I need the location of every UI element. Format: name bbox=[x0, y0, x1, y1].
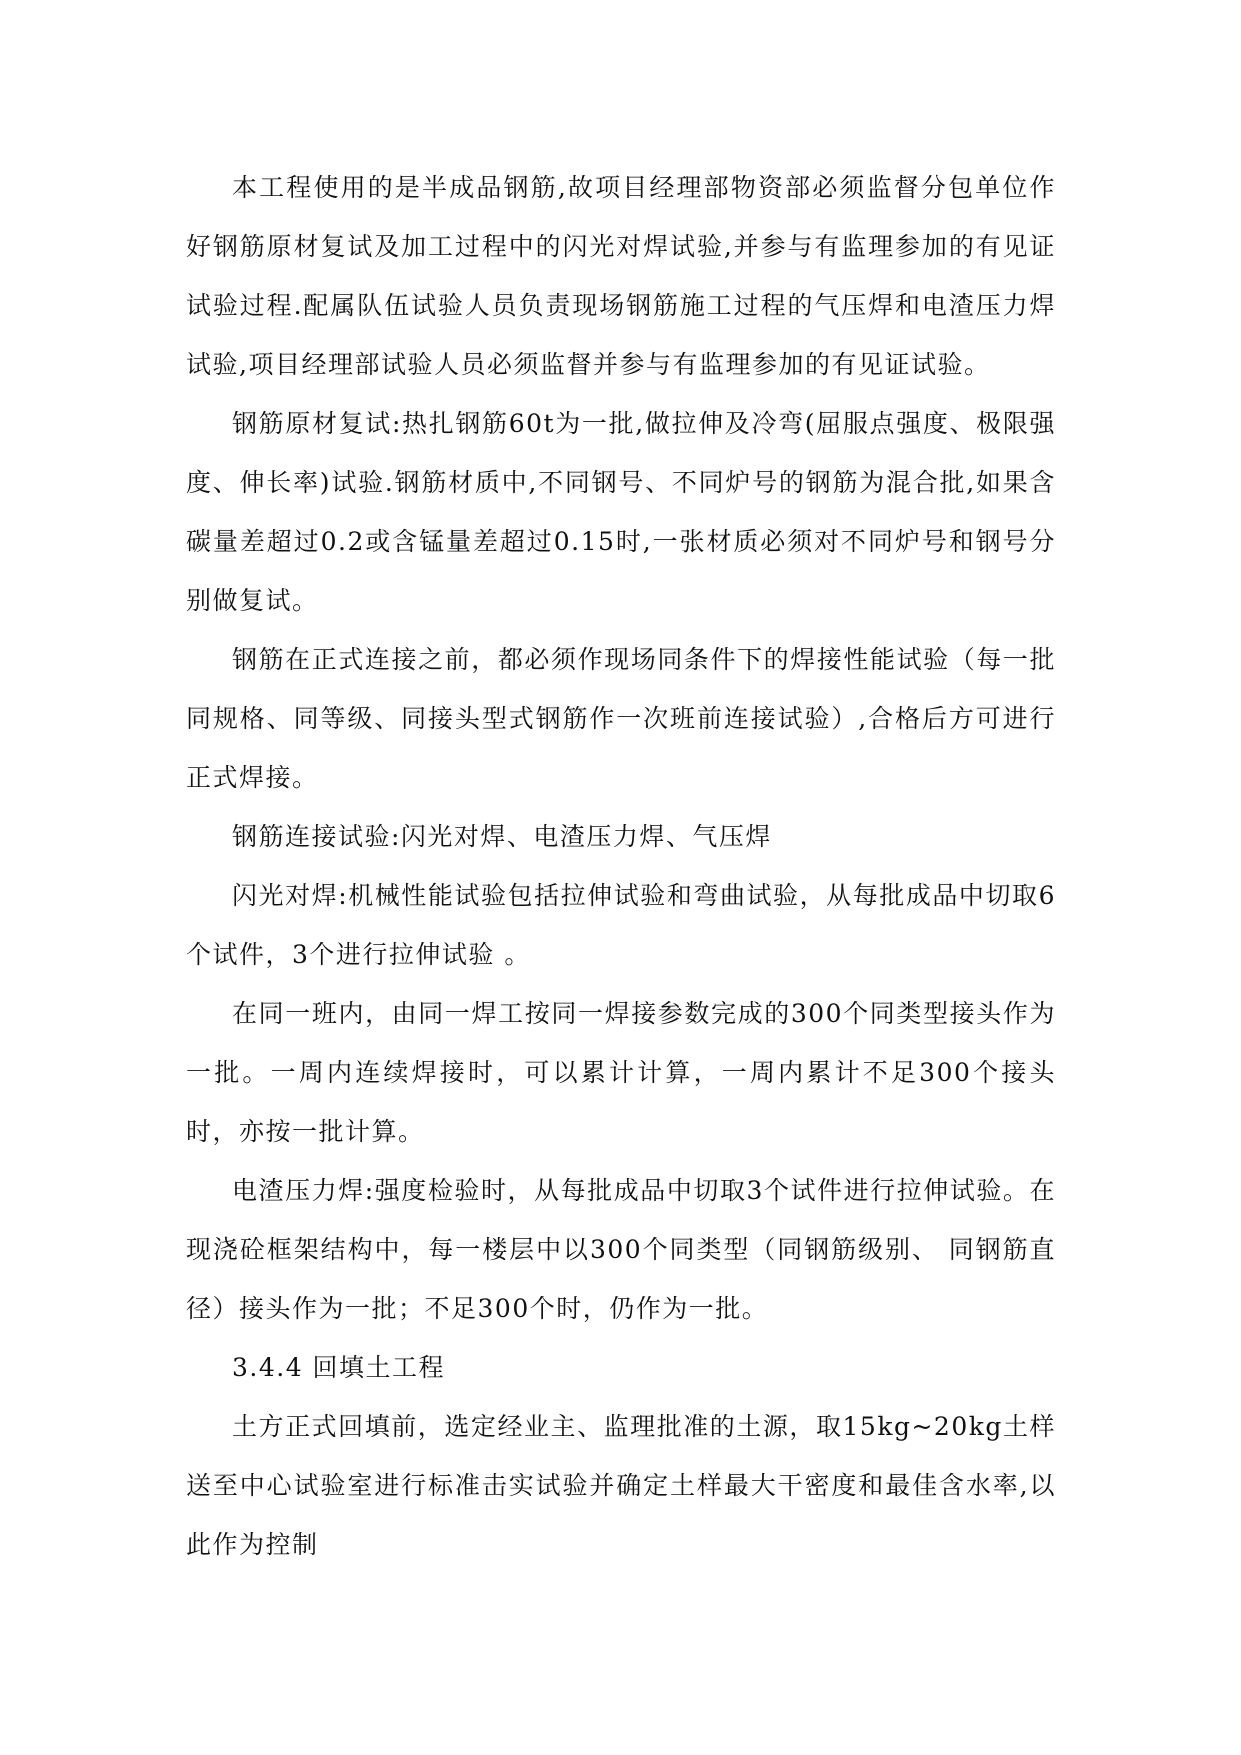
paragraph: 闪光对焊:机械性能试验包括拉伸试验和弯曲试验，从每批成品中切取6个试件，3个进行拉伸试验 。 bbox=[186, 881, 1056, 969]
paragraph: 在同一班内，由同一焊工按同一焊接参数完成的300个同类型接头作为一批。一周内连续焊接时，可以累计计算，一周内累计不足300个接头时，亦按一批计算。 bbox=[186, 999, 1056, 1146]
paragraph: 钢筋原材复试:热扎钢筋60t为一批,做拉伸及冷弯(屈服点强度、极限强度、伸长率)试验.钢筋材质中,不同钢号、不同炉号的钢筋为混合批,如果含碳量差超过0.2或含锰量差超过0.15时,一张材质必须对不同炉号和钢号分别做复试。 bbox=[186, 409, 1056, 615]
body-text bbox=[186, 158, 1056, 1574]
paragraph: 钢筋在正式连接之前，都必须作现场同条件下的焊接性能试验（每一批同规格、同等级、同接头型式钢筋作一次班前连接试验）,合格后方可进行正式焊接。 bbox=[186, 645, 1056, 792]
paragraph: 本工程使用的是半成品钢筋,故项目经理部物资部必须监督分包单位作好钢筋原材复试及加工过程中的闪光对焊试验,并参与有监理参加的有见证试验过程.配属队伍试验人员负责现场钢筋施工过程的气压焊和电渣压力焊试验,项目经理部试验人员必须监督并参与有监理参加的有见证试验。 bbox=[186, 173, 1056, 379]
paragraph: 电渣压力焊:强度检验时，从每批成品中切取3个试件进行拉伸试验。在现浇砼框架结构中，每一楼层中以300个同类型（同钢筋级别、 同钢筋直径）接头作为一批；不足300个时，仍作为一批。 bbox=[186, 1176, 1056, 1323]
paragraph: 土方正式回填前，选定经业主、监理批准的土源，取15kg~20kg土样送至中心试验室进行标准击实试验并确定土样最大干密度和最佳含水率,以此作为控制 bbox=[186, 1412, 1056, 1559]
section-heading: 3.4.4 回填土工程 bbox=[232, 1353, 446, 1382]
paragraph: 钢筋连接试验:闪光对焊、电渣压力焊、气压焊 bbox=[232, 822, 772, 851]
